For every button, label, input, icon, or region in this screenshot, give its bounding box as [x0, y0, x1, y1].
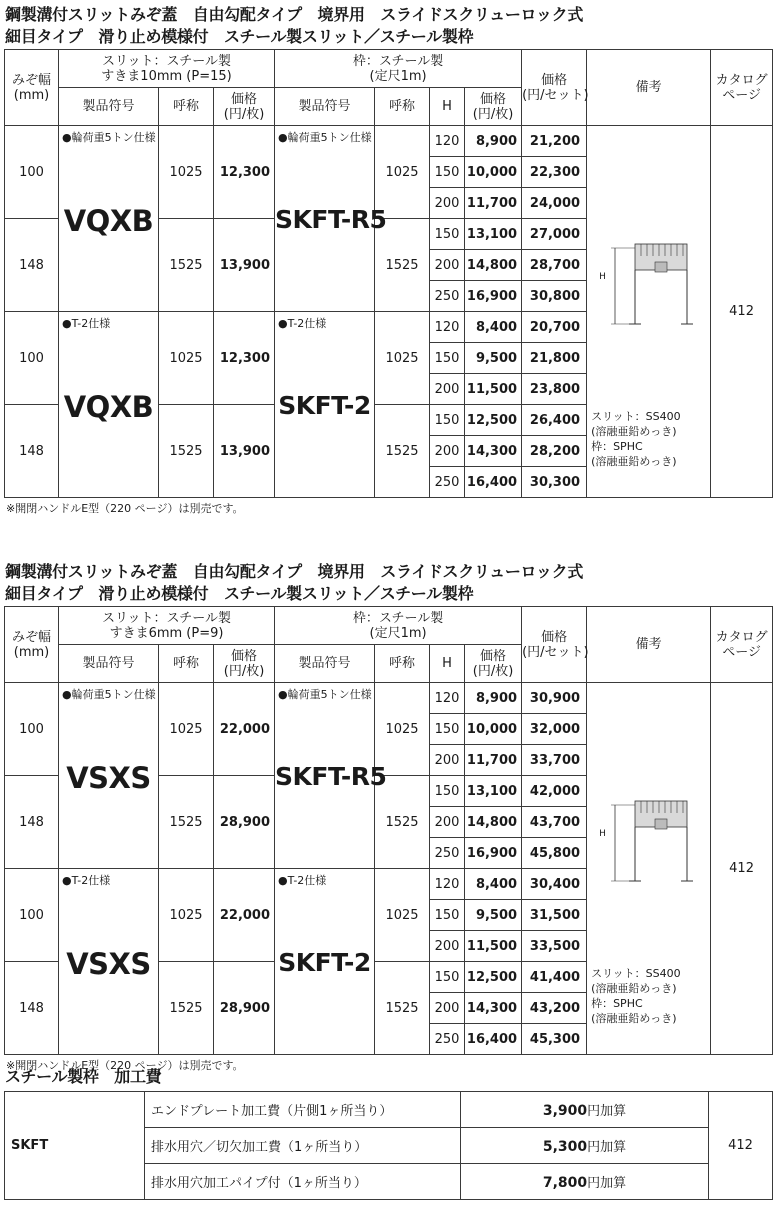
section-title-line1: 鋼製溝付スリットみぞ蓋 自由勾配タイプ 境界用 スライドスクリューロック式	[5, 562, 584, 581]
set-price: 30,400	[522, 869, 587, 900]
nominal-header: 呼称	[159, 88, 214, 126]
frame-group-header: 枠：スチール製 (定尺1m)	[275, 50, 522, 88]
frame-product-code: SKFT-R5	[275, 204, 387, 234]
slit-nominal: 1025	[159, 869, 214, 962]
set-price: 21,200	[522, 126, 587, 157]
fee-product-code: SKFT	[5, 1092, 145, 1200]
frame-h: 200	[430, 931, 465, 962]
set-price: 43,200	[522, 993, 587, 1024]
fee-suffix: 円加算	[587, 1140, 627, 1155]
slit-group-header: スリット：スチール製 すきま6mm (P=9)	[59, 607, 275, 645]
frame-h: 150	[430, 219, 465, 250]
frame-price: 10,000	[465, 157, 522, 188]
frame-group-header: 枠：スチール製 (定尺1m)	[275, 607, 522, 645]
frame-code-cell	[275, 126, 387, 234]
set-price: 26,400	[522, 405, 587, 436]
set-price: 41,400	[522, 962, 587, 993]
groove-width: 148	[5, 962, 59, 1055]
table-row	[5, 683, 773, 714]
catalog-page: 412	[711, 126, 773, 498]
slit-product-code: VQXB	[63, 203, 154, 238]
set-price: 28,700	[522, 250, 587, 281]
slit-product-code: VQXB	[63, 389, 154, 424]
slit-product-code: VSXS	[66, 946, 151, 981]
fee-price: 7,800	[542, 1175, 588, 1191]
slit-nominal: 1025	[159, 126, 214, 219]
slit-price: 22,000	[214, 683, 275, 776]
frame-h: 250	[430, 1024, 465, 1055]
section-title-line2: 細目タイプ 滑り止め模様付 スチール製スリット／スチール製枠	[5, 584, 474, 603]
frame-h: 200	[430, 250, 465, 281]
frame-price: 16,900	[465, 838, 522, 869]
remarks-slit-finish: (溶融亜鉛めっき)	[591, 982, 677, 995]
slit-price: 28,900	[214, 776, 275, 869]
frame-code-header: 製品符号	[275, 88, 375, 126]
frame-nominal: 1525	[375, 405, 430, 498]
frame-h: 250	[430, 281, 465, 312]
price-table	[4, 606, 773, 1055]
catalog-header: カタログ ページ	[711, 607, 773, 683]
remarks-header: 備考	[587, 607, 711, 683]
groove-width: 100	[5, 312, 59, 405]
slit-nominal: 1525	[159, 776, 214, 869]
frame-price: 14,800	[465, 807, 522, 838]
frame-price: 10,000	[465, 714, 522, 745]
frame-h: 150	[430, 157, 465, 188]
set-price-header: 価格 (円/セット)	[522, 50, 587, 126]
slit-nominal: 1525	[159, 962, 214, 1055]
frame-nominal: 1025	[375, 312, 430, 405]
frame-h: 150	[430, 900, 465, 931]
handle-note: ※開閉ハンドルE型（220 ページ）は別売です。	[6, 1059, 244, 1072]
width-header: みぞ幅 (mm)	[5, 50, 59, 126]
frame-h: 200	[430, 993, 465, 1024]
section-title-line1: 鋼製溝付スリットみぞ蓋 自由勾配タイプ 境界用 スライドスクリューロック式	[5, 5, 584, 24]
frame-spec-tag: ●T-2仕様	[278, 874, 327, 887]
frame-price: 9,500	[465, 343, 522, 374]
slit-nominal: 1525	[159, 219, 214, 312]
set-price: 28,200	[522, 436, 587, 467]
slit-price: 12,300	[214, 312, 275, 405]
frame-h: 120	[430, 126, 465, 157]
fee-label: 排水用穴／切欠加工費（1ヶ所当り）	[145, 1128, 461, 1164]
slit-price: 13,900	[214, 219, 275, 312]
slit-code-cell	[59, 683, 159, 795]
spec-tag: ●T-2仕様	[62, 317, 111, 330]
frame-nominal: 1525	[375, 962, 430, 1055]
frame-price: 14,300	[465, 436, 522, 467]
remarks-slit-finish: (溶融亜鉛めっき)	[591, 425, 677, 438]
set-price: 31,500	[522, 900, 587, 931]
processing-fee-title: スチール製枠 加工費	[5, 1067, 162, 1086]
slit-nominal: 1525	[159, 405, 214, 498]
frame-price: 8,900	[465, 683, 522, 714]
fee-price-cell	[461, 1128, 709, 1164]
slit-price: 13,900	[214, 405, 275, 498]
frame-h: 200	[430, 807, 465, 838]
groove-width: 148	[5, 405, 59, 498]
frame-h: 120	[430, 312, 465, 343]
fee-price-cell	[461, 1164, 709, 1200]
set-price: 20,700	[522, 312, 587, 343]
remarks-header: 備考	[587, 50, 711, 126]
frame-code-cell	[275, 312, 375, 420]
set-price: 45,800	[522, 838, 587, 869]
groove-width: 100	[5, 869, 59, 962]
width-header: みぞ幅 (mm)	[5, 607, 59, 683]
frame-nominal-header: 呼称	[375, 645, 430, 683]
set-price: 42,000	[522, 776, 587, 807]
frame-price: 13,100	[465, 776, 522, 807]
slit-code-cell	[59, 126, 159, 238]
groove-width: 148	[5, 219, 59, 312]
frame-nominal: 1025	[375, 683, 430, 776]
set-price: 30,800	[522, 281, 587, 312]
set-price: 27,000	[522, 219, 587, 250]
spec-tag: ●T-2仕様	[62, 874, 111, 887]
table-row	[5, 126, 773, 157]
frame-product-code: SKFT-R5	[275, 761, 387, 791]
frame-price: 12,500	[465, 405, 522, 436]
frame-price: 14,300	[465, 993, 522, 1024]
frame-h: 200	[430, 188, 465, 219]
product-code-header: 製品符号	[59, 88, 159, 126]
fee-price: 3,900	[542, 1103, 588, 1119]
set-price-header: 価格 (円/セット)	[522, 607, 587, 683]
remarks-cell	[587, 683, 711, 1055]
set-price: 24,000	[522, 188, 587, 219]
handle-note: ※開閉ハンドルE型（220 ページ）は別売です。	[6, 502, 244, 515]
frame-price: 16,400	[465, 467, 522, 498]
frame-price: 11,700	[465, 188, 522, 219]
set-price: 43,700	[522, 807, 587, 838]
frame-h: 200	[430, 436, 465, 467]
frame-nominal: 1525	[375, 219, 430, 312]
frame-code-header: 製品符号	[275, 645, 375, 683]
fee-label: 排水用穴加工パイプ付（1ヶ所当り）	[145, 1164, 461, 1200]
frame-h: 120	[430, 869, 465, 900]
spec-tag: ●輪荷重5トン仕様	[62, 131, 156, 144]
slit-price: 12,300	[214, 126, 275, 219]
frame-price: 16,400	[465, 1024, 522, 1055]
groove-width: 100	[5, 683, 59, 776]
frame-price: 8,900	[465, 126, 522, 157]
remarks-frame-finish: (溶融亜鉛めっき)	[591, 455, 677, 468]
set-price: 33,700	[522, 745, 587, 776]
frame-price: 8,400	[465, 312, 522, 343]
frame-price: 13,100	[465, 219, 522, 250]
frame-price: 9,500	[465, 900, 522, 931]
frame-h: 250	[430, 838, 465, 869]
frame-product-code: SKFT-2	[278, 390, 371, 420]
catalog-header: カタログ ページ	[711, 50, 773, 126]
remarks-slit-material: スリット：SS400	[591, 410, 681, 423]
frame-spec-tag: ●輪荷重5トン仕様	[278, 688, 372, 701]
h-header: H	[430, 645, 465, 683]
frame-product-code: SKFT-2	[278, 947, 371, 977]
slit-group-header: スリット：スチール製 すきま10mm (P=15)	[59, 50, 275, 88]
frame-h: 150	[430, 343, 465, 374]
remarks-cell	[587, 126, 711, 498]
remarks-frame-material: 枠：SPHC	[591, 997, 643, 1010]
set-price: 23,800	[522, 374, 587, 405]
frame-price-header: 価格 (円/枚)	[465, 645, 522, 683]
slit-product-code: VSXS	[66, 760, 151, 795]
frame-price: 11,700	[465, 745, 522, 776]
groove-width: 100	[5, 126, 59, 219]
frame-price: 11,500	[465, 931, 522, 962]
remarks-frame-finish: (溶融亜鉛めっき)	[591, 1012, 677, 1025]
set-price: 30,900	[522, 683, 587, 714]
fee-suffix: 円加算	[587, 1176, 627, 1191]
frame-nominal: 1025	[375, 869, 430, 962]
piece-price-header: 価格 (円/枚)	[214, 645, 275, 683]
fee-label: エンドプレート加工費（片側1ヶ所当り）	[145, 1092, 461, 1128]
frame-price: 8,400	[465, 869, 522, 900]
catalog-page: 412	[711, 683, 773, 1055]
frame-nominal: 1525	[375, 776, 430, 869]
frame-price: 11,500	[465, 374, 522, 405]
frame-nominal-header: 呼称	[375, 88, 430, 126]
frame-price-header: 価格 (円/枚)	[465, 88, 522, 126]
frame-h: 200	[430, 745, 465, 776]
frame-spec-tag: ●輪荷重5トン仕様	[278, 131, 372, 144]
h-dimension-label: H	[599, 272, 606, 282]
fee-price-cell	[461, 1092, 709, 1128]
remarks-frame-material: 枠：SPHC	[591, 440, 643, 453]
set-price: 21,800	[522, 343, 587, 374]
frame-h: 150	[430, 405, 465, 436]
cross-section-diagram	[605, 793, 695, 893]
remarks-slit-material: スリット：SS400	[591, 967, 681, 980]
frame-h: 150	[430, 962, 465, 993]
frame-h: 150	[430, 776, 465, 807]
h-dimension-label: H	[599, 829, 606, 839]
slit-nominal: 1025	[159, 312, 214, 405]
set-price: 45,300	[522, 1024, 587, 1055]
price-table	[4, 49, 773, 498]
piece-price-header: 価格 (円/枚)	[214, 88, 275, 126]
section-title-line2: 細目タイプ 滑り止め模様付 スチール製スリット／スチール製枠	[5, 27, 474, 46]
fee-catalog-page: 412	[709, 1092, 773, 1200]
frame-h: 200	[430, 374, 465, 405]
slit-price: 28,900	[214, 962, 275, 1055]
slit-nominal: 1025	[159, 683, 214, 776]
product-code-header: 製品符号	[59, 645, 159, 683]
set-price: 33,500	[522, 931, 587, 962]
set-price: 32,000	[522, 714, 587, 745]
processing-fee-table	[4, 1091, 773, 1200]
set-price: 22,300	[522, 157, 587, 188]
slit-price: 22,000	[214, 869, 275, 962]
slit-code-cell	[59, 869, 159, 981]
frame-code-cell	[275, 869, 375, 977]
frame-h: 150	[430, 714, 465, 745]
set-price: 30,300	[522, 467, 587, 498]
frame-h: 120	[430, 683, 465, 714]
frame-price: 16,900	[465, 281, 522, 312]
h-header: H	[430, 88, 465, 126]
slit-code-cell	[59, 312, 159, 424]
groove-width: 148	[5, 776, 59, 869]
fee-row	[5, 1092, 773, 1128]
frame-price: 12,500	[465, 962, 522, 993]
frame-code-cell	[275, 683, 387, 791]
fee-price: 5,300	[542, 1139, 588, 1155]
cross-section-diagram	[605, 236, 695, 336]
frame-spec-tag: ●T-2仕様	[278, 317, 327, 330]
spec-tag: ●輪荷重5トン仕様	[62, 688, 156, 701]
frame-price: 14,800	[465, 250, 522, 281]
frame-nominal: 1025	[375, 126, 430, 219]
nominal-header: 呼称	[159, 645, 214, 683]
fee-suffix: 円加算	[587, 1104, 627, 1119]
frame-h: 250	[430, 467, 465, 498]
